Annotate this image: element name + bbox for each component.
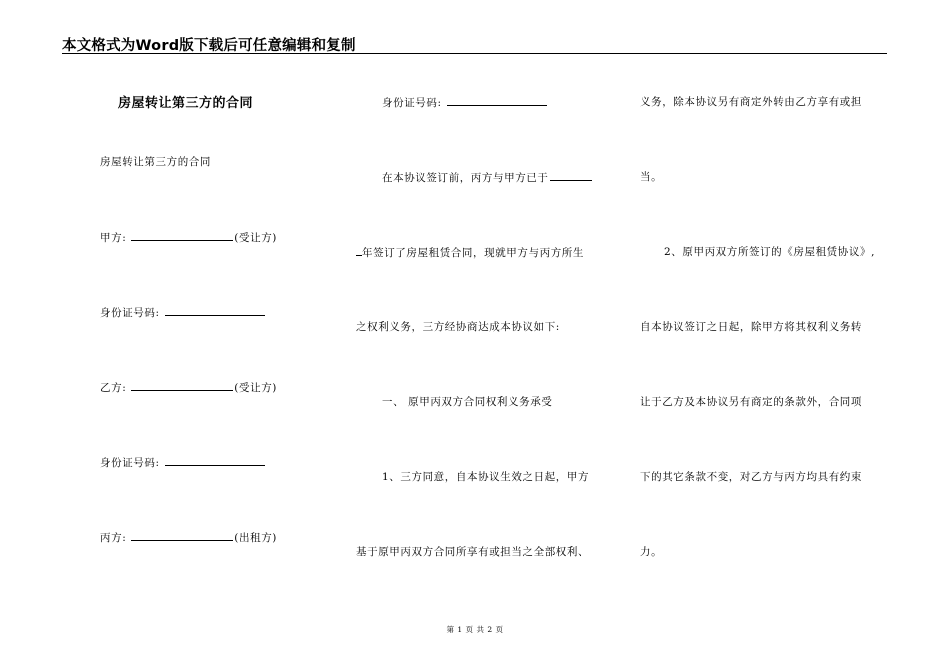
page-footer: 第 1 页 共 2 页 xyxy=(446,625,504,634)
id-label-2: 身份证号码: xyxy=(100,457,160,469)
party-c-line xyxy=(100,529,277,545)
party-b-blank xyxy=(131,379,233,391)
id-blank-1 xyxy=(165,304,265,316)
col3-line3: 2、原甲丙双方所签订的《房屋租赁协议》, xyxy=(664,246,876,258)
col3-line2: 当。 xyxy=(640,171,663,183)
header-divider xyxy=(62,53,887,54)
col3-line6: 下的其它条款不变，对乙方与丙方均具有约束 xyxy=(640,471,862,483)
document-subtitle: 房屋转让第三方的合同 xyxy=(100,156,211,168)
party-b-role: (受让方) xyxy=(234,382,277,394)
party-c-role: (出租方) xyxy=(234,532,277,544)
party-c-label: 丙方: xyxy=(100,532,127,544)
p1-line1 xyxy=(382,169,593,185)
party-a-role: (受让方) xyxy=(234,232,277,244)
date-blank-a xyxy=(550,169,592,181)
document-header: 本文格式为Word版下载后可任意编辑和复制 xyxy=(62,38,356,54)
document-title: 房屋转让第三方的合同 xyxy=(118,96,254,111)
id-line-1 xyxy=(100,304,266,320)
col2-id-line xyxy=(382,94,548,110)
p1-line3: 之权利义务，三方经协商达成本协议如下: xyxy=(356,321,560,333)
p2-line1: 1、三方同意，自本协议生效之日起，甲方 xyxy=(382,471,590,483)
col3-line1: 义务，除本协议另有商定外转由乙方享有或担 xyxy=(640,96,862,108)
party-b-label: 乙方: xyxy=(100,382,127,394)
section-heading-1: 一、 原甲丙双方合同权利义务承受 xyxy=(382,396,553,408)
col2-id-label: 身份证号码: xyxy=(382,97,442,109)
party-a-blank xyxy=(131,229,233,241)
party-a-label: 甲方: xyxy=(100,232,127,244)
p2-line2: 基于原甲丙双方合同所享有或担当之全部权利、 xyxy=(356,546,590,558)
party-c-blank xyxy=(131,529,233,541)
col2-id-blank xyxy=(447,94,547,106)
id-blank-2 xyxy=(165,454,265,466)
party-a-line xyxy=(100,229,277,245)
party-b-line xyxy=(100,379,277,395)
id-label-1: 身份证号码: xyxy=(100,307,160,319)
p1-line2 xyxy=(356,244,584,260)
col3-line5: 让于乙方及本协议另有商定的条款外，合同项 xyxy=(640,396,862,408)
id-line-2 xyxy=(100,454,266,470)
p1-line1-text: 在本协议签订前，丙方与甲方已于 xyxy=(382,172,549,184)
p1-line2-text: 年签订了房屋租赁合同，现就甲方与丙方所生 xyxy=(362,247,584,259)
col3-line7: 力。 xyxy=(640,546,663,558)
col3-line4: 自本协议签订之日起，除甲方将其权利义务转 xyxy=(640,321,862,333)
